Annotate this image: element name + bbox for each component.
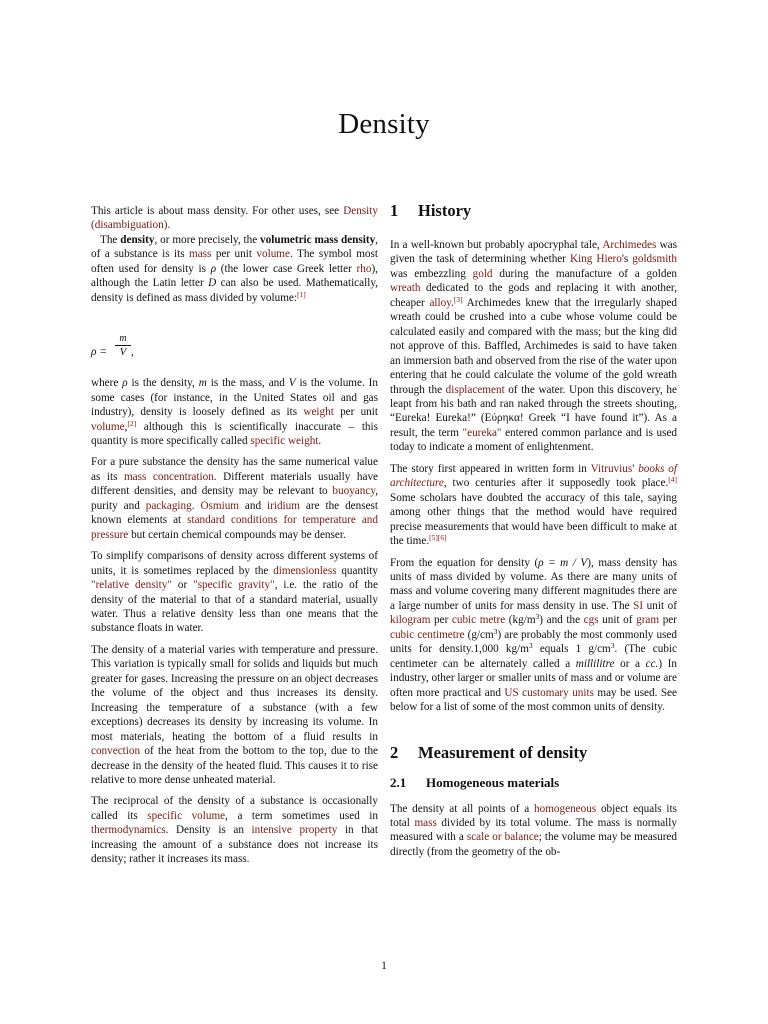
link-iridium[interactable]: iridium [267, 499, 300, 512]
link-intensive-property[interactable]: intensive property [251, 824, 338, 837]
link-homogeneous[interactable]: homogeneous [534, 802, 597, 815]
right-column [390, 201, 678, 866]
link-displacement[interactable]: displacement [445, 383, 505, 396]
link-cgs[interactable]: cgs [583, 614, 599, 627]
subsection-homogeneous-heading: 2.1 Homogeneous materials [390, 774, 560, 790]
link-thermodynamics[interactable]: thermodynamics [91, 824, 166, 837]
citation-2[interactable]: [2] [127, 418, 137, 428]
link-dimensionless[interactable]: dimensionless [273, 564, 337, 577]
link-volume-2[interactable]: volume [91, 420, 125, 433]
link-mass-2[interactable]: mass [414, 816, 437, 829]
citation-4[interactable]: [4] [668, 475, 677, 485]
intro-paragraph: The density, or more precisely, the volumetric mass density, of a substance is its mass per unit volume. The symbol most often used for density is ρ (the lower case Greek letter rho), although the Latin letter D can also be used. Mathematically, density is defined as mass divided by volume:[1] [91, 233, 378, 304]
link-specific-volume[interactable]: specific volume [147, 809, 226, 822]
link-kilogram[interactable]: kilogram [390, 614, 431, 627]
section-measurement-heading: 2 Measurement of density [390, 742, 588, 762]
archimedes-paragraph: In a well-known but probably apocryphal tale, Archimedes was given the task of determining whether King Hiero's goldsmith was embezzling gold during the manufacture of a golden wreath dedicated to the gods and replacing it with another, cheaper alloy.[3] Archimedes knew that the irregularly shaped wreath could be crushed into a cube whose volume could be calculated easily and compared with the mass; but the king did not approve of this. Baffled, Archimedes is said to have taken an immersion bath and observed from the rise of the water upon entering that he could calculate the volume of the gold wreath through the displacement of the water. Upon this discovery, he leapt from his bath and ran naked through the streets shouting, “Eureka! Eureka!” (Εύρηκα! Greek “I have found it”). As a result, the term "eureka" entered common parlance and is used today to indicate a moment of enlightenment. [390, 239, 678, 454]
link-king-hiero[interactable]: King Hiero [570, 253, 622, 266]
link-gold[interactable]: gold [472, 267, 493, 280]
section-history-heading: 1 History [390, 201, 472, 220]
link-gram[interactable]: gram [636, 614, 660, 627]
link-si[interactable]: SI [633, 599, 644, 612]
link-scale-or-balance[interactable]: scale or balance [466, 831, 539, 844]
link-books-of-architecture[interactable]: books of architecture [390, 462, 677, 490]
units-paragraph: From the equation for density (ρ = m / V), mass density has units of mass divided by volume. As there are many units of mass and volume covering many different magnitudes there are a large number of units for mass density in use. The SI unit of kilogram per cubic metre $(kg/m^3)$ and the cgs unit of gram per cubic centimetre $(g/cm^3)$ are probably the most commonly used units for density.1,000 $kg/m^3$ equals 1 $g/cm^3$. (The cubic centimeter can be alternately called a millilitre or a cc.) In industry, other larger or smaller units of mass and or volume are often more practical and US customary units may be used. See below for a list of some of the most common units of density. [390, 556, 678, 714]
link-packaging[interactable]: packaging [145, 499, 192, 512]
link-us-customary-units[interactable]: US customary units [504, 686, 594, 699]
citation-3[interactable]: [3] [453, 294, 463, 304]
pure-substance-paragraph: For a pure substance the density has the same numerical value as its mass concentration. Different materials usually have different densities, and density may be relevant to buoyancy, purity and packaging. Osmium and iridium are the densest known elements at standard conditions for temperature and pressure but certain chemical compounds may be denser. [91, 456, 379, 541]
density-formula: ρ = m V , [91, 333, 134, 359]
link-rho[interactable]: rho [356, 262, 372, 275]
citation-5-6[interactable]: [5][6] [429, 533, 447, 543]
link-cubic-centimetre[interactable]: cubic centimetre [390, 628, 465, 641]
hatnote: This article is about mass density. For other uses, see Density (disambiguation). [91, 205, 378, 232]
temperature-paragraph: The density of a material varies with temperature and pressure. This variation is typically small for solids and liquids but much greater for gases. Increasing the pressure on an object decreases the volume of the object and thus increases its density. Increasing the temperature of a substance (with a few exceptions) decreases its density by increasing its volume. In most materials, heating the bottom of a fluid results in convection of the heat from the bottom to the top, due to the decrease in the density of the heated fluid. This causes it to rise relative to more dense unheated material. [91, 643, 378, 786]
link-volume[interactable]: volume [256, 248, 290, 261]
link-goldsmith[interactable]: goldsmith [632, 253, 678, 266]
link-weight[interactable]: weight [303, 406, 334, 419]
page-title: Density [338, 108, 430, 140]
link-buoyancy[interactable]: buoyancy [332, 485, 376, 498]
page-number: 1 [381, 960, 387, 972]
link-wreath[interactable]: wreath [390, 282, 421, 295]
link-specific-gravity[interactable]: "specific gravity" [193, 579, 275, 592]
vitruvius-paragraph: The story first appeared in written form in Vitruvius' books of architecture, two centuries after it supposedly took place.[4] Some scholars have doubted the accuracy of this tale, saying among other things that the method would have required precise measurements that would have been difficult to make at the time.[5][6] [390, 462, 677, 548]
reciprocal-paragraph: The reciprocal of the density of a substance is occasionally called its specific volume, a term sometimes used in thermodynamics. Density is an intensive property in that increasing the amount of a substance does not increase its density; rather it increases its mass. [91, 795, 379, 866]
simplify-paragraph: To simplify comparisons of density across different systems of units, it is sometimes replaced by the dimensionless quantity "relative density" or "specific gravity", i.e. the ratio of the density of the material to that of a standard material, usually water. Thus a relative density less than one means that the substance floats in water. [91, 550, 379, 635]
link-alloy[interactable]: alloy [429, 296, 452, 309]
link-osmium[interactable]: Osmium [200, 499, 239, 512]
left-column [91, 204, 378, 874]
link-relative-density[interactable]: "relative density" [91, 579, 172, 592]
where-paragraph: where ρ is the density, m is the mass, and V is the volume. In some cases (for instance, in the United States oil and gas industry), density is loosely defined as its weight per unit volume,[2] although this is scientifically inaccurate – this quantity is more specifically called specific weight. [91, 377, 378, 447]
link-mass[interactable]: mass [189, 248, 212, 261]
link-specific-weight[interactable]: specific weight [250, 434, 319, 447]
link-convection[interactable]: convection [91, 745, 141, 758]
homogeneous-paragraph: The density at all points of a homogeneous object equals its total mass divided by its total volume. The mass is normally measured with a scale or balance; the volume may be measured directly (from the geometry of the ob- [390, 802, 677, 858]
link-stp[interactable]: standard conditions for temperature and pressure [91, 514, 378, 541]
link-archimedes[interactable]: Archimedes [602, 239, 657, 251]
link-density-disambiguation[interactable]: Density (disambiguation) [91, 205, 378, 232]
link-mass-concentration[interactable]: mass concentration [123, 470, 214, 483]
link-eureka[interactable]: "eureka" [462, 426, 502, 439]
link-vitruvius[interactable]: Vitruvius [590, 462, 633, 475]
citation-1[interactable]: [1] [297, 289, 306, 299]
link-cubic-metre[interactable]: cubic metre [451, 614, 506, 627]
